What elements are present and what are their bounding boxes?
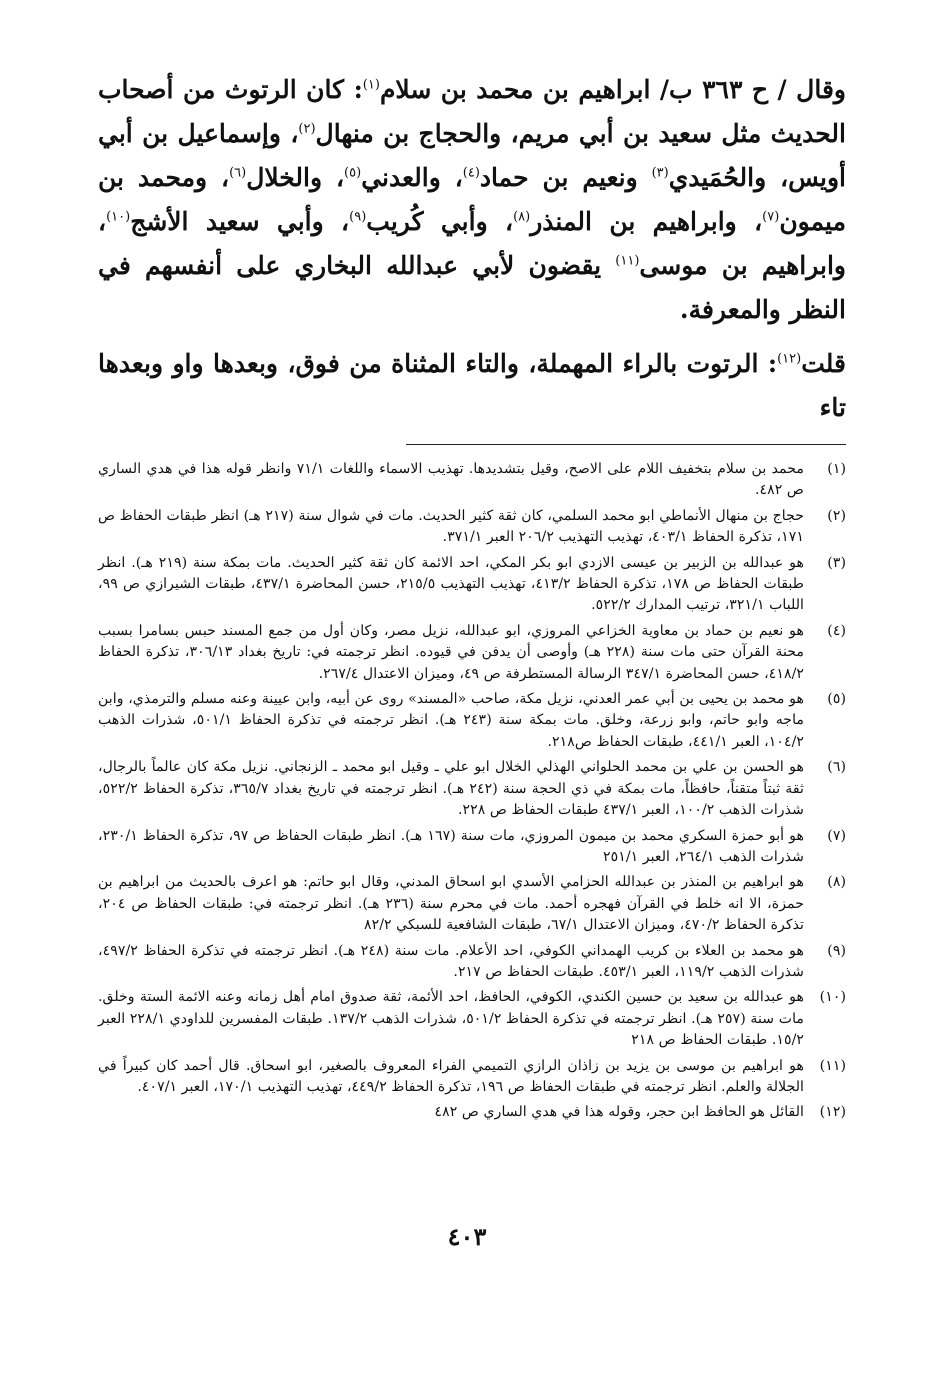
footnote-item [98,1102,846,1123]
footnote-number: (٧) [827,827,846,844]
footnote-text: هو نعيم بن حماد بن معاوية الخزاعي المروزي، ابو عبدالله، نزيل مصر، وكان أول من جمع المسند حبس بسامرا بسبب محنة القرآن حتى مات سنة (٢٢٨ هـ) وأوصى أن يدفن في قيوده. انظر ترجمته في: تاريخ بغداد ٣٠٦/١٣، تذكرة الحفاظ ٤١٨/٢، حسن المحاضرة ٣٤٧/١ الرسالة المستطرفة ص ٤٩، وميزان الاعتدال ٢٦٧/٤. [98,622,804,682]
footnote-reference: (٧) [762,209,780,225]
footnote-reference: (٣) [651,165,669,181]
footnote-item [98,621,846,685]
main-text-segment: ، ومحمد بن ميمون [98,163,846,236]
footnote-text: هو محمد بن يحيى بن أبي عمر العدني، نزيل مكة، صاحب «المسند» روى عن أبيه، وابن عيينة وعنه مسلم والترمذي، وابن ماجه وابو حاتم، وابو زرعة، وخلق. مات بمكة سنة (٢٤٣ هـ). انظر ترجمته في تذكرة الحفاظ ٥٠١/١، شذرات الذهب ١٠٤/٢، العبر ٤٤١/١، طبقات الحفاظ ص٢١٨. [98,691,804,750]
footnote-text: هو أبو حمزة السكري محمد بن ميمون المروزي، مات سنة (١٦٧ هـ). انظر طبقات الحفاظ ص ٩٧، تذكرة الحفاظ ٢٣٠/١، شذرات الذهب ٢٦٤/١، العبر ٢٥١/١ [98,827,804,865]
footnote-reference: (١٠) [106,209,131,225]
main-text-segment: : الرتوت بالراء المهملة، والتاء المثناة من فوق، وبعدها واو وبعدها تاء [98,349,846,422]
footnote-item [98,757,846,821]
footnote-number: (١٠) [819,989,846,1006]
page-body [98,68,846,1128]
footnote-number: (٩) [827,942,846,959]
footnote-reference: (٩) [349,209,367,225]
footnote-separator [406,444,846,445]
footnote-item [98,459,846,502]
main-text-segment: ، وابراهيم بن موسى [98,207,846,280]
main-text-segment: ، وإسماعيل بن أبي أويس، والحُمَيدي [98,119,846,192]
footnote-item [98,1056,846,1099]
footnote-text: هو ابراهيم بن موسى بن يزيد بن زاذان الرازي التميمي الفراء المعروف بالصغير، ابو اسحاق. قال أحمد كان كبيراً في الجلالة والعلم. انظر ترجمته في طبقات الحفاظ ص ١٩٦، تذكرة الحفاظ ٤٤٩/٢، تهذيب التهذيب ١٧٠/١، العبر ٤٠٧/١. [98,1057,804,1095]
footnote-reference: (٥) [344,165,362,181]
main-text [98,68,846,430]
main-text-segment: يقضون لأبي عبدالله البخاري على أنفسهم في النظر والمعرفة. [98,251,846,324]
footnote-item [98,506,846,549]
footnote-text: هو عبدالله بن سعيد بن حسين الكندي، الكوفي، الحافظ، احد الأئمة، ثقة صدوق امام أهل زمانه وعنه الائمة الستة وخلق. مات سنة (٢٥٧ هـ). انظر ترجمته في تذكرة الحفاظ ٥٠١/٢، شذرات الذهب ١٣٧/٢. طبقات المفسرين للداودي ٢٢٨/١ العبر ١٥/٢. طبقات الحفاظ ص ٢١٨ [98,989,804,1049]
footnote-item [98,987,846,1051]
footnote-text: هو الحسن بن علي بن محمد الحلواني الهذلي الخلال ابو علي ـ وقيل ابو محمد ـ الزنجاني. نزيل مكة كان عالماً بالرجال، ثقة ثبتاً متقناً، حافظاً، مات بمكة في ذي الحجة سنة (٢٤٢ هـ). انظر ترجمته في تاريخ بغداد ٣٦٥/٧، تذكرة الحفاظ ٥٢٢/٢، شذرات الذهب ١٠٠/٢، العبر ٤٣٧/١ طبقات الحفاظ ص ٢٢٨. [98,759,804,819]
page-number: ٤٠٣ [447,1222,487,1251]
footnote-item [98,941,846,984]
main-text-segment: قلت [801,349,846,378]
footnote-number: (٨) [827,874,846,891]
main-paragraph-2 [98,342,846,430]
footnote-number: (٣) [827,554,846,571]
footnote-reference: (٨) [513,209,531,225]
footnote-text: هو عبدالله بن الزبير بن عيسى الازدي ابو بكر المكي، احد الائمة كان ثقة كثير الحديث. مات بمكة سنة (٢١٩ هـ). انظر طبقات الحفاظ ص ١٧٨، تذكرة الحفاظ ٤١٣/٢، تهذيب التهذيب ٢١٥/٥، حسن المحاضرة ٤٣٧/١، طبقات الشيرازي ص ٩٩، اللباب ٣٢١/١، ترتيب المدارك ٥٢٢/٢. [98,554,804,614]
footnote-number: (٥) [827,691,846,708]
footnote-number: (١١) [819,1057,846,1074]
footnote-reference: (٤) [462,165,480,181]
footnote-item [98,872,846,936]
footnote-reference: (٢) [298,121,316,137]
footnotes [98,459,846,1124]
main-paragraph-1 [98,68,846,332]
footnote-reference: (١٢) [777,351,802,367]
main-text-segment: ، والعدني [361,163,463,192]
footnote-text: محمد بن سلام بتخفيف اللام على الاصح، وقيل بتشديدها. تهذيب الاسماء واللغات ٧١/١ وانظر قوله هذا في هدي الساري ص ٤٨٢. [98,461,804,499]
footnote-number: (٤) [827,622,846,639]
footnote-number: (٦) [827,759,846,776]
footnote-number: (١) [827,461,846,477]
footnote-reference: (١) [362,77,380,93]
main-text-segment: ، وأبي كُريب [366,207,514,236]
footnote-item [98,826,846,869]
footnote-text: القائل هو الحافظ ابن حجر، وقوله هذا في هدي الساري ص ٤٨٢ [434,1104,804,1121]
main-text-segment: ، والخلال [246,163,345,192]
footnote-number: (١٢) [819,1104,846,1121]
footnote-text: حجاج بن منهال الأنماطي ابو محمد السلمي، كان ثقة كثير الحديث. مات في شوال سنة (٢١٧ هـ) انظر طبقات الحفاظ ص ١٧١، تذكرة الحفاظ ٤٠٣/١، تهذيب التهذيب ٢٠٦/٢ العبر ٣٧١/١. [98,507,805,546]
footnote-reference: (٦) [229,165,247,181]
footnote-text: هو محمد بن العلاء بن كريب الهمداني الكوفي، احد الأعلام. مات سنة (٢٤٨ هـ). انظر ترجمته في تذكرة الحفاظ ٤٩٧/٢، شذرات الذهب ١١٩/٢، العبر ٤٥٣/١. طبقات الحفاظ ص ٢١٧. [98,942,804,980]
main-text-segment: وقال / ح ٣٦٣ ب/ ابراهيم بن محمد بن سلام [379,75,846,104]
footnote-item [98,689,846,753]
main-text-segment: : كان الرتوث من أصحاب الحديث مثل سعيد بن أبي مريم، والحجاج بن منهال [98,75,846,148]
footnote-item [98,553,846,617]
footnote-reference: (١١) [615,253,640,269]
footnote-number: (٢) [827,507,846,524]
main-text-segment: ونعيم بن حماد [479,163,652,192]
footnote-text: هو ابراهيم بن المنذر بن عبدالله الحزامي الأسدي ابو اسحاق المدني، وقال ابو حاتم: هو اعرف بالحديث من ابراهيم بن حمزة، الا انه خلط في القرآن فهجره أحمد. مات في محرم سنة (٢٣٦ هـ). انظر ترجمته في: طبقات الحفاظ ص ٢٠٤، تذكرة الحفاظ ٤٧٠/٢، وميزان الاعتدال ٦٧/١، طبقات الشافعية للسبكي ٨٢/٢ [98,874,804,934]
main-text-segment: ، وأبي سعيد الأشج [130,207,350,236]
main-text-segment: ، وابراهيم بن المنذر [530,207,763,236]
